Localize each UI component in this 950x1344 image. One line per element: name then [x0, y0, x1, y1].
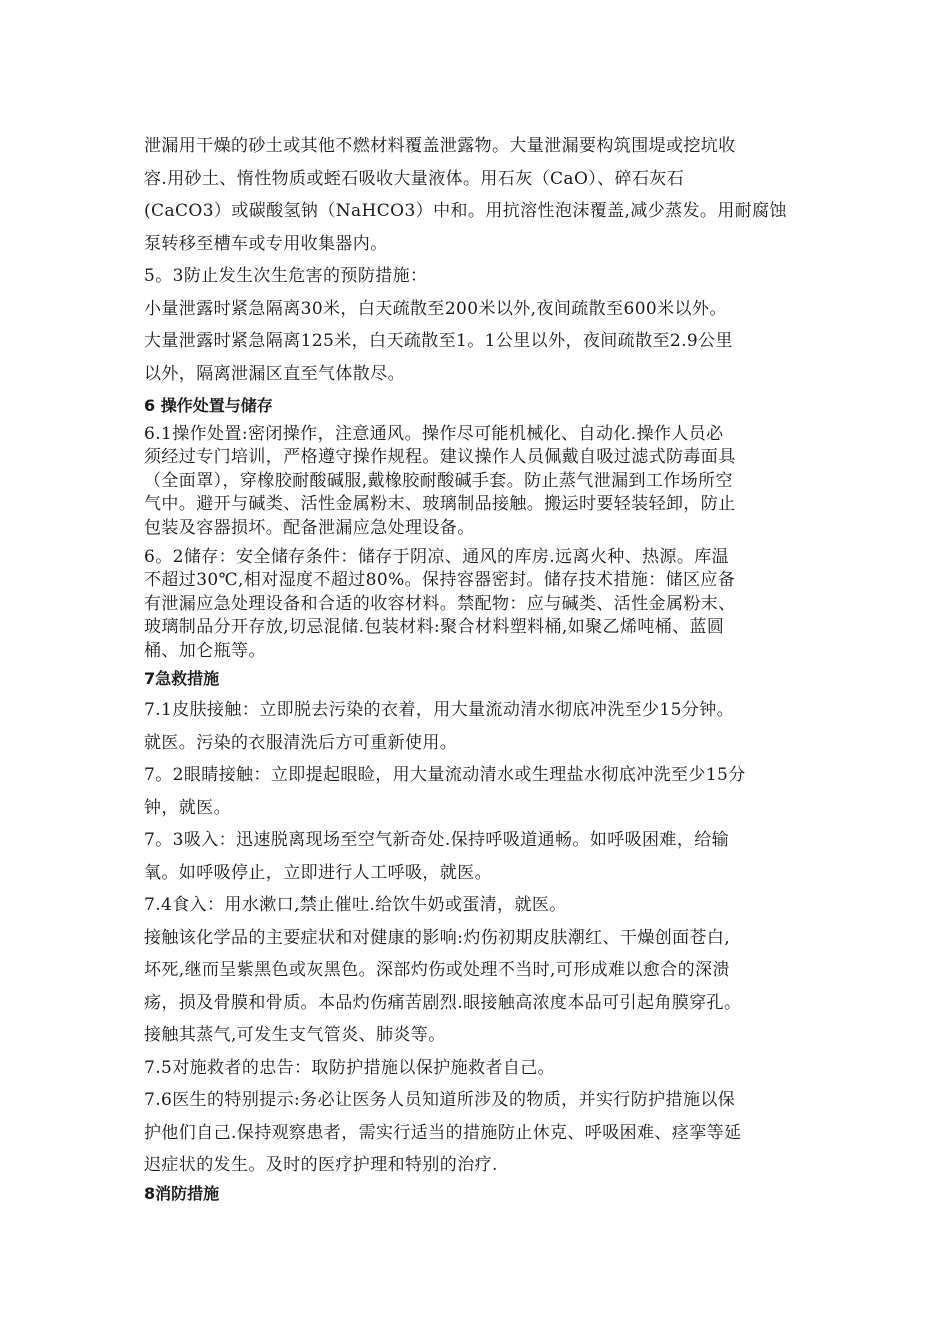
text-line: （全面罩），穿橡胶耐酸碱服,戴橡胶耐酸碱手套。防止蒸气泄漏到工作场所空 — [144, 470, 733, 491]
symptoms-paragraph — [144, 922, 816, 1052]
section-7-5-paragraph: 7.5对施救者的忠告：取防护措施以保护施救者自己。 — [144, 1057, 556, 1078]
text-line: 6.1操作处置:密闭操作，注意通风。操作尽可能机械化、自动化.操作人员必 — [144, 424, 724, 444]
text-line: 护他们自己.保持观察患者，需实行适当的措施防止休克、呼吸困难、痉挛等延 — [144, 1122, 742, 1143]
text-line: 7.6医生的特别提示:务必让医务人员知道所涉及的物质，并实行防护措施以保 — [144, 1090, 736, 1111]
text-line: 不超过30℃,相对湿度不超过80%。保持容器密封。储存技术措施：储区应备 — [144, 570, 736, 591]
section-7-4-paragraph: 7.4食入：用水漱口,禁止催吐.给饮牛奶或蛋清，就医。 — [144, 895, 567, 916]
text-line: 泵转移至槽车或专用收集器内。 — [144, 233, 388, 254]
heading-section-8: 8消防措施 — [144, 1183, 220, 1203]
text-line: 坏死,继而呈紫黑色或灰黑色。深部灼伤或处理不当时,可形成难以愈合的深溃 — [144, 960, 730, 981]
heading-section-6: 6 操作处置与储存 — [144, 396, 273, 415]
text-line: 氧。如呼吸停止，立即进行人工呼吸，就医。 — [144, 862, 492, 883]
spill-paragraph — [144, 130, 816, 260]
section-5-3-paragraph — [144, 293, 816, 391]
section-7-3-paragraph — [144, 824, 816, 889]
section-6-2-paragraph — [144, 546, 816, 663]
text-line: 7.1皮肤接触：立即脱去污染的衣着，用大量流动清水彻底冲洗至少15分钟。 — [144, 700, 735, 721]
text-line: 接触该化学品的主要症状和对健康的影响:灼伤初期皮肤潮红、干燥创面苍白, — [144, 927, 731, 948]
section-7-6-paragraph — [144, 1084, 816, 1182]
text-line: 大量泄露时紧急隔离125米，白天疏散至1。1公里以外，夜间疏散至2.9公里 — [144, 331, 733, 351]
text-line: 泄漏用干燥的砂土或其他不燃材料覆盖泄露物。大量泄漏要构筑围堤或挖坑收 — [144, 136, 736, 156]
text-line: 6。2储存：安全储存条件：储存于阴凉、通风的库房.远离火种、热源。库温 — [144, 547, 730, 568]
text-line: 容.用砂土、惰性物质或蛭石吸收大量液体。用石灰（CaO）、碎石灰石 — [144, 168, 685, 189]
text-line: 就医。污染的衣服清洗后方可重新使用。 — [144, 732, 458, 753]
heading-section-7: 7急救措施 — [144, 669, 220, 689]
text-line: 7。3吸入：迅速脱离现场至空气新奇处.保持呼吸道通畅。如呼吸困难，给输 — [144, 830, 730, 851]
section-7-1-paragraph — [144, 694, 816, 759]
text-line: 气中。避开与碱类、活性金属粉末、玻璃制品接触。搬运时要轻装轻卸，防止 — [144, 494, 736, 515]
text-line: 7。2眼睛接触：立即提起眼睑，用大量流动清水或生理盐水彻底冲洗至少15分 — [144, 765, 746, 786]
text-line: 包装及容器损坏。配备泄漏应急处理设备。 — [144, 517, 475, 538]
text-line: (CaCO3）或碳酸氢钠（NaHCO3）中和。用抗溶性泡沫覆盖,减少蒸发。用耐腐蚀 — [144, 201, 787, 221]
text-line: 小量泄露时紧急隔离30米，白天疏散至200米以外,夜间疏散至600米以外。 — [144, 298, 727, 319]
section-7-2-paragraph — [144, 759, 816, 824]
text-line: 有泄漏应急处理设备和合适的收容材料。禁配物：应与碱类、活性金属粉末、 — [144, 593, 736, 614]
text-line: 迟症状的发生。及时的医疗护理和特别的治疗. — [144, 1155, 498, 1176]
text-line: 疡，损及骨膜和骨质。本品灼伤痛苦剧烈.眼接触高浓度本品可引起角膜穿孔。 — [144, 992, 742, 1013]
section-5-3-title: 5。3防止发生次生危害的预防措施： — [144, 266, 428, 286]
section-6-1-paragraph — [144, 423, 816, 540]
text-line: 接触其蒸气,可发生支气管炎、肺炎等。 — [144, 1025, 446, 1046]
text-line: 钟，就医。 — [144, 797, 231, 818]
text-line: 须经过专门培训，严格遵守操作规程。建议操作人员佩戴自吸过滤式防毒面具 — [144, 447, 736, 468]
text-line: 玻璃制品分开存放,切忌混储.包装材料:聚合材料塑料桶,如聚乙烯吨桶、蓝圆 — [144, 617, 725, 638]
text-line: 桶、加仑瓶等。 — [144, 640, 266, 661]
text-line: 以外，隔离泄漏区直至气体散尽。 — [144, 363, 405, 384]
document-page — [144, 130, 816, 1205]
